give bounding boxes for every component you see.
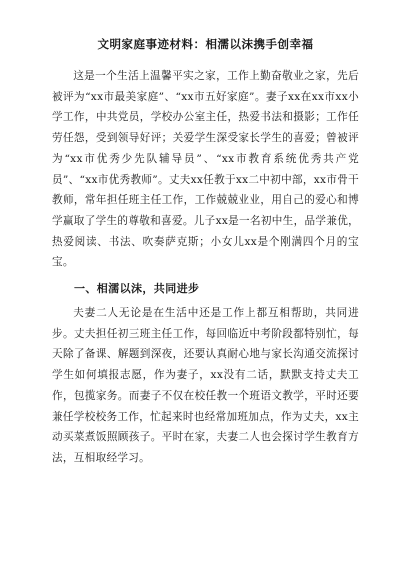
document-page — [52, 36, 359, 469]
intro-paragraph: 这是一个生活上温馨平实之家，工作上勤奋敬业之家，先后被评为“xx市最美家庭”、“xx市五好家庭”。妻子xx在xx市xx小学工作，中共党员，学校办公室主任，热爱书法和摄影；工作任劳任怨，受到领导好评；关爱学生深受家长学生的喜爱；曾被评为“xx市优秀少先队辅导员”、“xx市教育系统优秀共产党员”、“xx市优秀教师”。丈夫xx任教于xx二中初中部，xx市骨干教师，常年担任班主任工作，工作兢兢业业，用自己的爱心和博学赢取了学生的尊敬和喜爱。儿子xx是一名初中生，品学兼优，热爱阅读、书法、吹奏萨克斯；小女儿xx是个刚满四个月的宝宝。 — [52, 70, 360, 269]
section-heading: 一、相濡以沫，共同进步 — [74, 282, 200, 296]
section-body-paragraph: 夫妻二人无论是在生活中还是工作上都互相帮助，共同进步。丈夫担任初三班主任工作，每回临近中考阶段都特别忙，每天除了备课、解题到深夜，还要认真耐心地与家长沟通交流探讨学生如何填报志愿，作为妻子，xx没有二话，默默支持丈夫工作，包揽家务。而妻子不仅在校任教一个班语文教学，平时还要兼任学校校务工作，忙起来时也经常加班加点，作为丈夫，xx主动买菜煮饭照顾孩子。平时在家，夫妻二人也会探讨学生教育方法，互相取经学习。 — [52, 307, 359, 464]
document-title: 文明家庭事迹材料：相濡以沫携手创幸福 — [97, 37, 314, 51]
